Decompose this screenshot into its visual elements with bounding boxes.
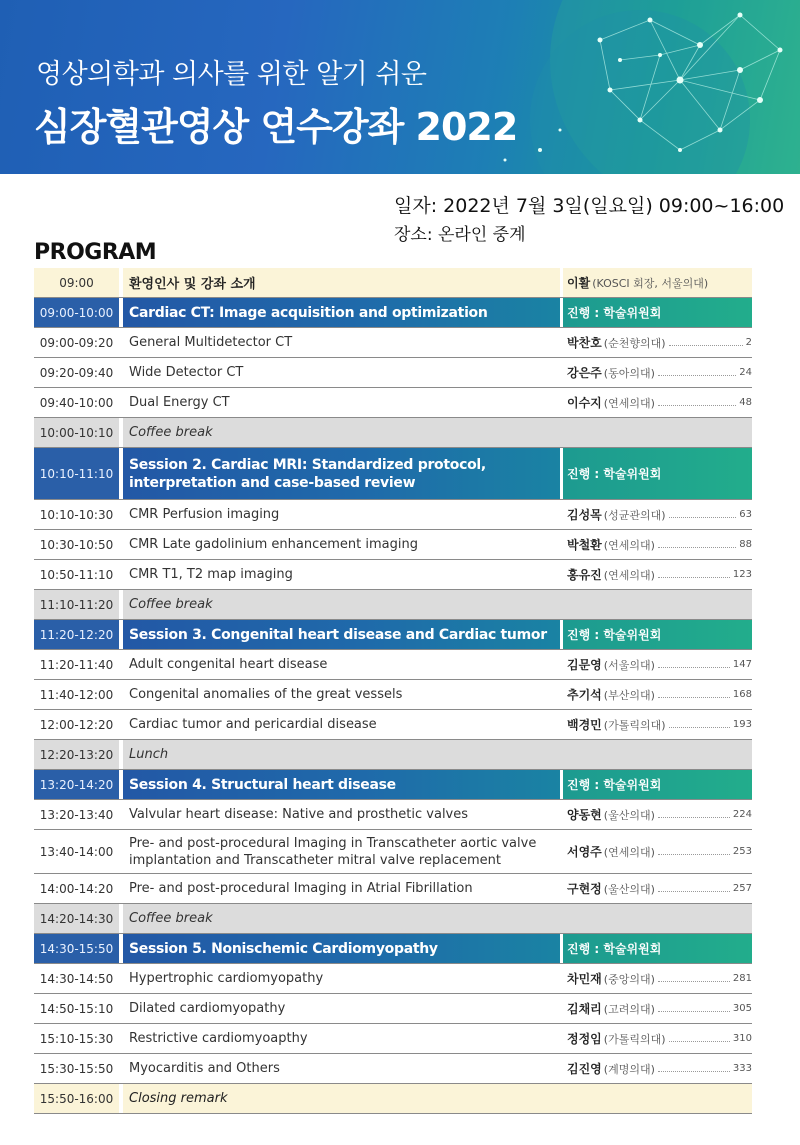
date-value: 2022년 7월 3일(일요일) 09:00~16:00 bbox=[443, 195, 785, 217]
page-number: 333 bbox=[732, 1063, 752, 1074]
program-row bbox=[34, 328, 752, 358]
program-row bbox=[34, 388, 752, 418]
row-time: 09:20-09:40 bbox=[39, 365, 114, 380]
break-row bbox=[34, 590, 752, 620]
leader-dots bbox=[658, 667, 730, 668]
session-header-row bbox=[34, 620, 752, 650]
speaker-name: 김성목 bbox=[567, 508, 602, 522]
row-time: 09:00 bbox=[34, 268, 119, 297]
row-time: 11:20-12:20 bbox=[34, 620, 119, 649]
page-number: 253 bbox=[732, 846, 752, 857]
session-moderator: 진행 : 학술위원회 bbox=[563, 934, 752, 963]
leader-dots bbox=[669, 517, 737, 518]
row-time: 09:40-10:00 bbox=[39, 395, 114, 410]
speaker-name: 김문영 bbox=[567, 658, 602, 672]
row-title: Closing remark bbox=[123, 1084, 752, 1113]
row-time: 14:20-14:30 bbox=[34, 904, 119, 933]
speaker-name: 정정임 bbox=[567, 1032, 602, 1046]
row-title: Coffee break bbox=[123, 590, 752, 619]
program-row bbox=[34, 994, 752, 1024]
session-moderator: 진행 : 학술위원회 bbox=[563, 620, 752, 649]
row-title: Hypertrophic cardiomyopathy bbox=[129, 971, 324, 986]
row-time: 11:10-11:20 bbox=[34, 590, 119, 619]
row-title: Congenital anomalies of the great vessels bbox=[129, 687, 403, 702]
row-title: Pre- and post-procedural Imaging in Atrial Fibrillation bbox=[129, 881, 473, 896]
session-header-row bbox=[34, 934, 752, 964]
speaker-name: 홍유진 bbox=[567, 568, 602, 582]
speaker-name: 백경민 bbox=[567, 718, 602, 732]
row-title: Adult congenital heart disease bbox=[129, 657, 328, 672]
row-time: 14:50-15:10 bbox=[39, 1001, 114, 1016]
program-row bbox=[34, 830, 752, 874]
row-time: 12:00-12:20 bbox=[39, 717, 114, 732]
leader-dots bbox=[658, 1071, 730, 1072]
row-speaker bbox=[563, 358, 752, 387]
row-time: 11:40-12:00 bbox=[39, 687, 114, 702]
program-heading: PROGRAM bbox=[34, 240, 157, 265]
speaker-affiliation: (울산의대) bbox=[603, 882, 655, 896]
row-title: Session 5. Nonischemic Cardiomyopathy bbox=[123, 934, 560, 963]
row-time: 15:50-16:00 bbox=[34, 1084, 119, 1113]
program-row bbox=[34, 1024, 752, 1054]
break-row bbox=[34, 418, 752, 448]
row-title: General Multidetector CT bbox=[129, 335, 293, 350]
leader-dots bbox=[669, 1041, 730, 1042]
row-speaker bbox=[563, 328, 752, 357]
leader-dots bbox=[669, 727, 730, 728]
speaker-name: 이수지 bbox=[567, 396, 602, 410]
session-header-row bbox=[34, 770, 752, 800]
speaker-name: 박철환 bbox=[567, 538, 602, 552]
leader-dots bbox=[658, 577, 730, 578]
speaker-affiliation: (계명의대) bbox=[603, 1062, 655, 1076]
row-speaker bbox=[563, 1024, 752, 1053]
row-time: 11:20-11:40 bbox=[39, 657, 114, 672]
page-number: 310 bbox=[732, 1033, 752, 1044]
leader-dots bbox=[658, 981, 730, 982]
program-row bbox=[34, 650, 752, 680]
speaker-name: 강은주 bbox=[567, 366, 602, 380]
speaker-affiliation: (순천향의대) bbox=[603, 336, 666, 350]
speaker-name: 김진영 bbox=[567, 1062, 602, 1076]
page-number: 48 bbox=[739, 397, 752, 408]
banner-title: 심장혈관영상 연수강좌 2022 bbox=[34, 105, 518, 149]
page-number: 257 bbox=[732, 883, 752, 894]
program-row bbox=[34, 680, 752, 710]
row-title: Lunch bbox=[123, 740, 752, 769]
row-title: Coffee break bbox=[123, 904, 752, 933]
page-number: 2 bbox=[745, 337, 752, 348]
program-row bbox=[34, 530, 752, 560]
row-title: Restrictive cardiomyoapthy bbox=[129, 1031, 308, 1046]
speaker-affiliation: (동아의대) bbox=[603, 366, 655, 380]
row-speaker bbox=[563, 388, 752, 417]
leader-dots bbox=[658, 405, 736, 406]
page-number: 193 bbox=[732, 719, 752, 730]
page-number: 24 bbox=[739, 367, 752, 378]
session-moderator: 진행 : 학술위원회 bbox=[563, 298, 752, 327]
program-row bbox=[34, 1084, 752, 1114]
speaker-name: 구현정 bbox=[567, 882, 602, 896]
speaker-affiliation: (가톨릭의대) bbox=[603, 718, 666, 732]
row-title: Coffee break bbox=[123, 418, 752, 447]
row-time: 12:20-13:20 bbox=[34, 740, 119, 769]
row-speaker bbox=[563, 800, 752, 829]
speaker-name: 박찬호 bbox=[567, 336, 602, 350]
page-number: 123 bbox=[732, 569, 752, 580]
row-speaker bbox=[563, 680, 752, 709]
speaker-name: 김채리 bbox=[567, 1002, 602, 1016]
row-speaker bbox=[563, 830, 752, 873]
row-time: 14:30-15:50 bbox=[34, 934, 119, 963]
row-time: 13:20-13:40 bbox=[39, 807, 114, 822]
row-time: 10:00-10:10 bbox=[34, 418, 119, 447]
row-time: 10:50-11:10 bbox=[39, 567, 114, 582]
row-title: Valvular heart disease: Native and prosthetic valves bbox=[129, 807, 469, 822]
row-speaker bbox=[563, 530, 752, 559]
place-label: 장소: bbox=[394, 225, 433, 245]
row-speaker bbox=[563, 560, 752, 589]
page-number: 88 bbox=[739, 539, 752, 550]
row-time: 14:00-14:20 bbox=[39, 881, 114, 896]
row-title: CMR T1, T2 map imaging bbox=[129, 567, 293, 582]
speaker-affiliation: (KOSCI 회장, 서울의대) bbox=[592, 276, 709, 290]
row-speaker bbox=[563, 994, 752, 1023]
page-number: 305 bbox=[732, 1003, 752, 1014]
leader-dots bbox=[658, 891, 730, 892]
row-time: 15:10-15:30 bbox=[39, 1031, 114, 1046]
speaker-affiliation: (울산의대) bbox=[603, 808, 655, 822]
leader-dots bbox=[658, 817, 730, 818]
speaker-name: 추기석 bbox=[567, 688, 602, 702]
row-speaker bbox=[563, 268, 752, 297]
header-banner bbox=[0, 0, 800, 174]
row-time: 09:00-10:00 bbox=[34, 298, 119, 327]
row-title: Session 4. Structural heart disease bbox=[123, 770, 560, 799]
row-title: CMR Perfusion imaging bbox=[129, 507, 280, 522]
page-number: 147 bbox=[732, 659, 752, 670]
row-title: Wide Detector CT bbox=[129, 365, 244, 380]
row-title: Session 3. Congenital heart disease and Cardiac tumor bbox=[123, 620, 560, 649]
row-time: 09:00-09:20 bbox=[39, 335, 114, 350]
page-number: 168 bbox=[732, 689, 752, 700]
program-row bbox=[34, 1054, 752, 1084]
leader-dots bbox=[669, 345, 743, 346]
row-time: 10:10-11:10 bbox=[34, 448, 119, 499]
row-time: 13:40-14:00 bbox=[39, 844, 114, 859]
row-time: 15:30-15:50 bbox=[39, 1061, 114, 1076]
program-row bbox=[34, 560, 752, 590]
page-number: 224 bbox=[732, 809, 752, 820]
speaker-affiliation: (부산의대) bbox=[603, 688, 655, 702]
speaker-name: 서영주 bbox=[567, 845, 602, 859]
program-row bbox=[34, 800, 752, 830]
speaker-name: 이활 bbox=[567, 276, 591, 290]
speaker-affiliation: (서울의대) bbox=[603, 658, 655, 672]
program-row bbox=[34, 710, 752, 740]
row-speaker bbox=[563, 964, 752, 993]
speaker-affiliation: (연세의대) bbox=[603, 396, 655, 410]
row-title: Myocarditis and Others bbox=[129, 1061, 280, 1076]
place-value: 온라인 중계 bbox=[437, 225, 526, 245]
row-time: 13:20-14:20 bbox=[34, 770, 119, 799]
leader-dots bbox=[658, 547, 736, 548]
speaker-affiliation: (고려의대) bbox=[603, 1002, 655, 1016]
date-label: 일자: bbox=[394, 195, 438, 217]
row-title: Cardiac CT: Image acquisition and optimization bbox=[123, 298, 560, 327]
program-table bbox=[34, 268, 752, 1114]
row-title: Pre- and post-procedural Imaging in Transcatheter aortic valve implantation and Transcatheter mitral valve replacement bbox=[129, 835, 537, 868]
program-row bbox=[34, 964, 752, 994]
leader-dots bbox=[658, 697, 730, 698]
row-speaker bbox=[563, 650, 752, 679]
page-number: 63 bbox=[739, 509, 752, 520]
leader-dots bbox=[658, 375, 736, 376]
row-speaker bbox=[563, 710, 752, 739]
program-row bbox=[34, 358, 752, 388]
row-speaker bbox=[563, 874, 752, 903]
leader-dots bbox=[658, 854, 730, 855]
session-header-row bbox=[34, 448, 752, 500]
row-time: 14:30-14:50 bbox=[39, 971, 114, 986]
row-title: CMR Late gadolinium enhancement imaging bbox=[129, 537, 418, 552]
row-title: Session 2. Cardiac MRI: Standardized protocol, interpretation and case-based review bbox=[123, 448, 560, 499]
speaker-affiliation: (성균관의대) bbox=[603, 508, 666, 522]
break-row bbox=[34, 740, 752, 770]
place-line bbox=[394, 221, 784, 250]
row-speaker bbox=[563, 500, 752, 529]
speaker-affiliation: (가톨릭의대) bbox=[603, 1032, 666, 1046]
program-row bbox=[34, 500, 752, 530]
session-moderator: 진행 : 학술위원회 bbox=[563, 770, 752, 799]
row-title: Dilated cardiomyopathy bbox=[129, 1001, 286, 1016]
speaker-affiliation: (연세의대) bbox=[603, 538, 655, 552]
date-line bbox=[394, 192, 784, 221]
leader-dots bbox=[658, 1011, 730, 1012]
speaker-affiliation: (연세의대) bbox=[603, 568, 655, 582]
speaker-name: 양동현 bbox=[567, 808, 602, 822]
row-speaker bbox=[563, 1054, 752, 1083]
session-moderator: 진행 : 학술위원회 bbox=[563, 448, 752, 499]
program-row bbox=[34, 874, 752, 904]
row-time: 10:30-10:50 bbox=[39, 537, 114, 552]
speaker-name: 차민재 bbox=[567, 972, 602, 986]
row-title: Cardiac tumor and pericardial disease bbox=[129, 717, 377, 732]
program-row bbox=[34, 268, 752, 298]
event-info bbox=[394, 192, 784, 250]
session-header-row bbox=[34, 298, 752, 328]
banner-subtitle: 영상의학과 의사를 위한 알기 쉬운 bbox=[36, 59, 427, 90]
row-title: 환영인사 및 강좌 소개 bbox=[123, 268, 560, 297]
page-number: 281 bbox=[732, 973, 752, 984]
break-row bbox=[34, 904, 752, 934]
row-title: Dual Energy CT bbox=[129, 395, 230, 410]
row-time: 10:10-10:30 bbox=[39, 507, 114, 522]
speaker-affiliation: (연세의대) bbox=[603, 845, 655, 859]
speaker-affiliation: (중앙의대) bbox=[603, 972, 655, 986]
